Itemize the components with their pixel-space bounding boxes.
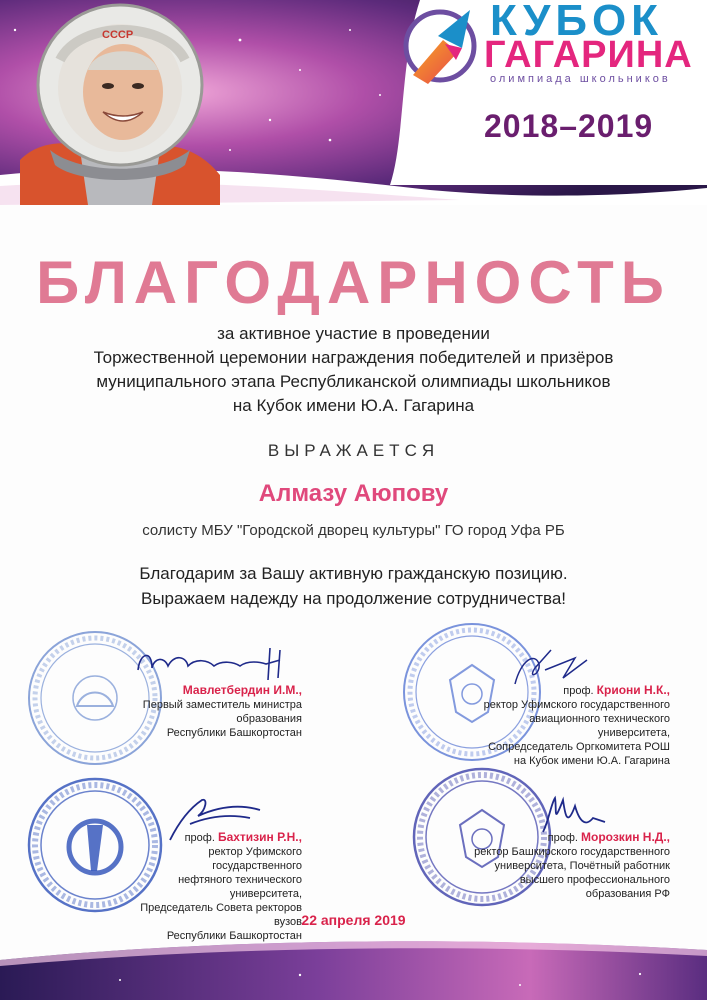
- signatory-title-line: Республики Башкортостан: [166, 727, 302, 739]
- signatory-title-line: ректор Башкирского государственного: [474, 846, 670, 858]
- signatory-krioni: проф. Криони Н.К., ректор Уфимского государственного авиационного технического университета, Сопредседатель Оргкомитета РОШ на Кубок имени Ю.А. Гагарина: [470, 683, 670, 768]
- top-banner: [0, 0, 707, 205]
- certificate-title: БЛАГОДАРНОСТЬ: [36, 249, 671, 316]
- logo-line2: ГАГАРИНА: [484, 34, 693, 76]
- svg-text:СССР: СССР: [102, 29, 134, 41]
- recipient-name: Алмазу Аюпову: [258, 480, 449, 507]
- thanks-line: Благодарим за Вашу активную гражданскую позицию.: [139, 564, 568, 583]
- signatory-morozkin: проф. Морозкин Н.Д., ректор Башкирского государственного университета, Почётный работник высшего профессионального образования РФ: [470, 830, 670, 901]
- signatory-title-line: высшего профессионального образования РФ: [519, 874, 670, 900]
- signatory-name: Криони Н.К.: [596, 683, 667, 697]
- reason-line: муниципального этапа Республиканской олимпиады школьников: [96, 372, 611, 391]
- recipient-position: солисту МБУ "Городской дворец культуры" ГО город Уфа РБ: [142, 522, 565, 539]
- signatory-title-line: авиационного технического университета,: [529, 713, 670, 739]
- signatory-prefix: проф.: [547, 832, 578, 844]
- reason-text: [60, 322, 647, 418]
- signatory-title-line: ректор Уфимского государственного: [208, 846, 302, 872]
- bottom-space-stripe: [0, 930, 707, 1000]
- signatory-title-line: Председатель Совета ректоров вузов: [140, 902, 302, 928]
- academic-years: 2018–2019: [484, 108, 654, 144]
- signatory-name: Мавлетбердин И.М.: [182, 683, 299, 697]
- logo-tagline: олимпиада школьников: [490, 73, 671, 85]
- signatory-name: Морозкин Н.Д.: [581, 830, 667, 844]
- logo-line1: КУБОК: [490, 0, 664, 45]
- signatory-title-line: Республики Башкортостан: [166, 930, 302, 942]
- signatory-title-line: нефтяного технического университета,: [178, 874, 302, 900]
- signatory-mavletberdin: Мавлетбердин И.М., Первый заместитель министра образования Республики Башкортостан: [130, 683, 302, 740]
- signatory-title-line: Сопредседатель Оргкомитета РОШ: [488, 741, 670, 753]
- thanks-line: Выражаем надежду на продолжение сотрудничества!: [141, 589, 566, 608]
- signatory-title-line: ректор Уфимского государственного: [483, 699, 670, 711]
- signatory-title-line: Первый заместитель министра образования: [142, 699, 302, 725]
- expresses-label: ВЫРАЖАЕТСЯ: [267, 441, 440, 460]
- reason-line: за активное участие в проведении: [217, 324, 490, 343]
- signatory-bakhtizin: проф. Бахтизин Р.Н., ректор Уфимского государственного нефтяного технического университета, Председатель Совета ректоров вузов Республики Башкортостан: [130, 830, 302, 943]
- signatory-title-line: университета, Почётный работник: [494, 860, 670, 872]
- certificate-date: 22 апреля 2019: [301, 912, 406, 928]
- cosmonaut-portrait: [20, 0, 220, 205]
- reason-line: Торжественной церемонии награждения победителей и призёров: [93, 348, 614, 367]
- signatory-title-line: на Кубок имени Ю.А. Гагарина: [513, 755, 670, 767]
- signatory-name: Бахтизин Р.Н.: [217, 830, 299, 844]
- signatory-prefix: проф.: [184, 832, 215, 844]
- reason-line: на Кубок имени Ю.А. Гагарина: [232, 396, 475, 415]
- thanks-text: [60, 561, 647, 611]
- signatory-prefix: проф.: [563, 685, 594, 697]
